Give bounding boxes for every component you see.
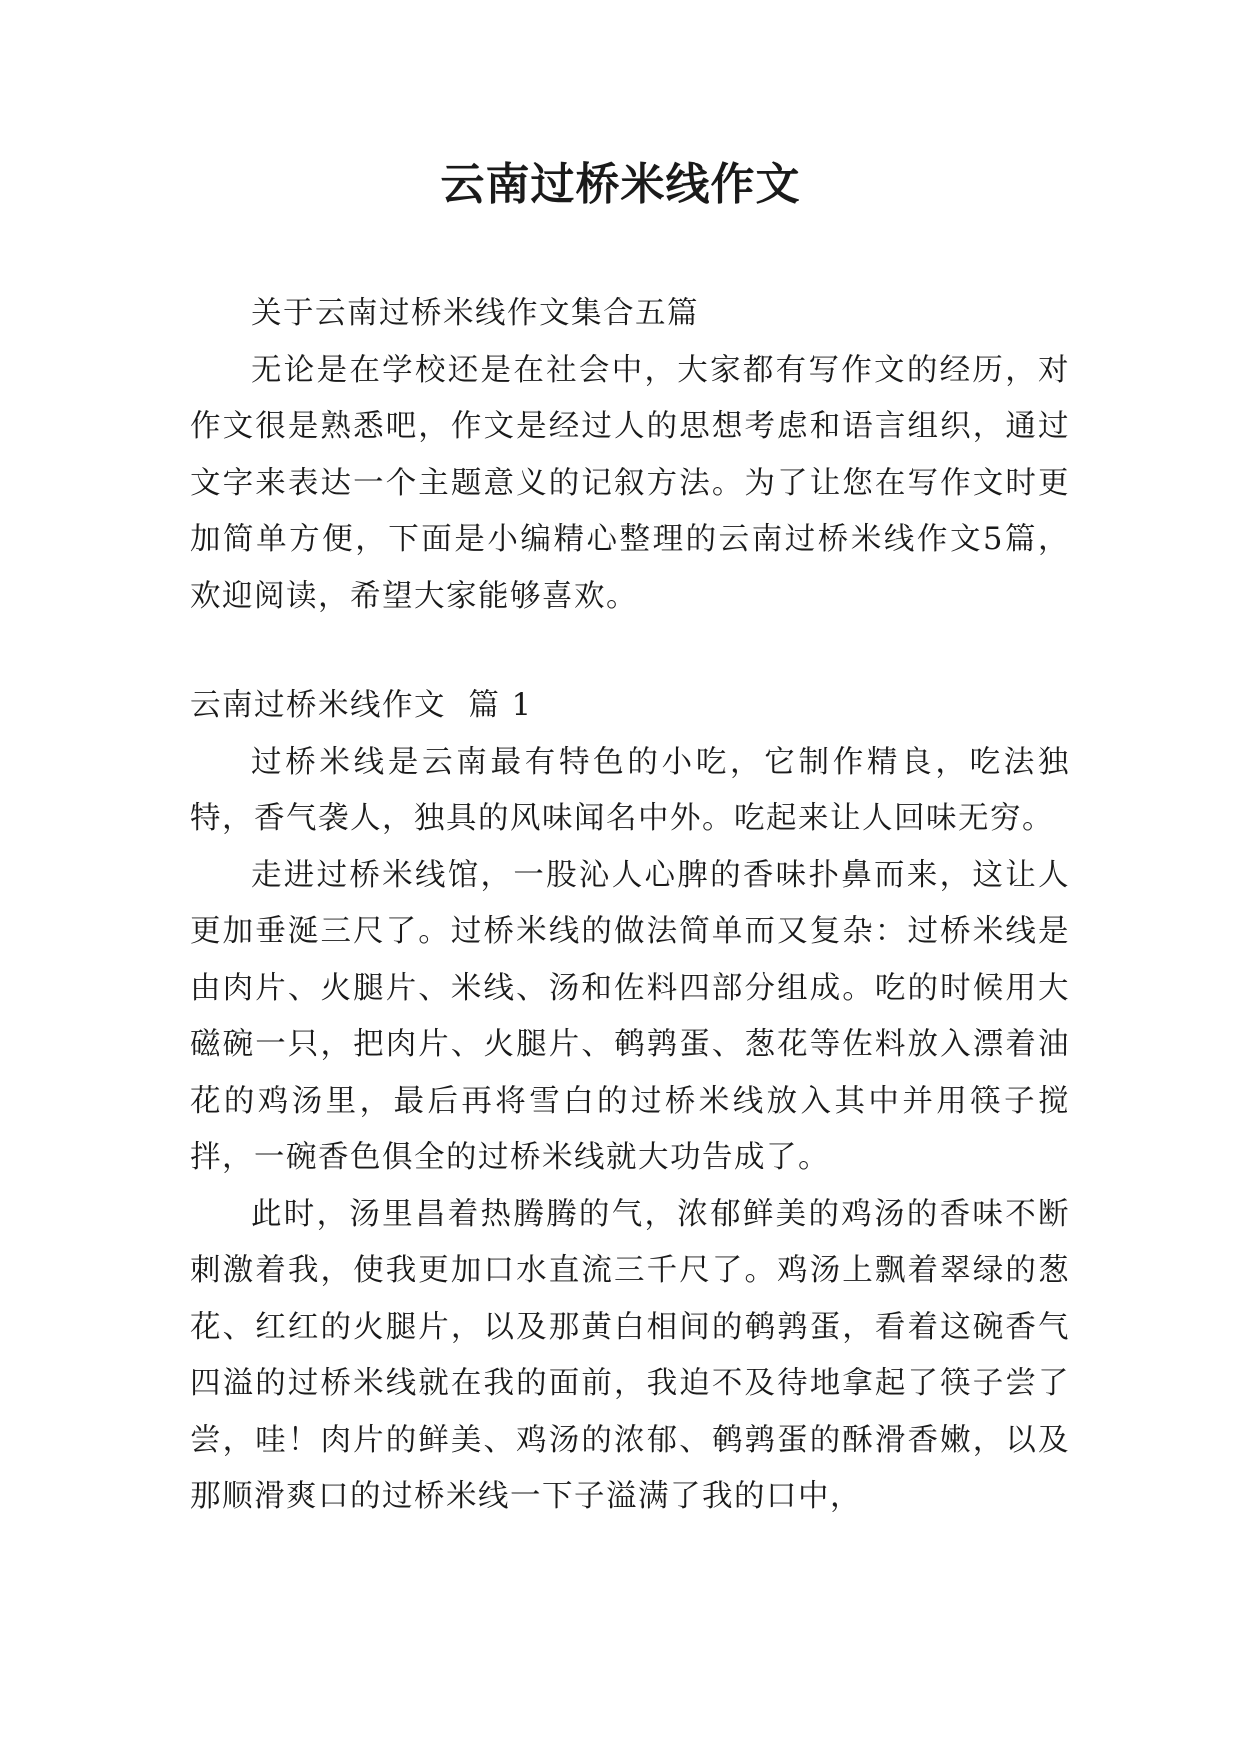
intro-paragraph: 无论是在学校还是在社会中，大家都有写作文的经历，对作文很是熟悉吧，作文是经过人的思想考虑和语言组织，通过文字来表达一个主题意义的记叙方法。为了让您在写作文时更加简单方便，下面是小编精心整理的云南过桥米线作文5篇，欢迎阅读，希望大家能够喜欢。 (190, 352, 1070, 614)
intro-heading: 关于云南过桥米线作文集合五篇 (251, 296, 699, 331)
section1-paragraph-2: 走进过桥米线馆，一股沁人心脾的香味扑鼻而来，这让人更加垂涎三尺了。过桥米线的做法简单而又复杂：过桥米线是由肉片、火腿片、米线、汤和佐料四部分组成。吃的时候用大磁碗一只，把肉片、火腿片、鹌鹑蛋、葱花等佐料放入漂着油花的鸡汤里，最后再将雪白的过桥米线放入其中并用筷子搅拌，一碗香色俱全的过桥米线就大功告成了。 (190, 857, 1070, 1175)
section-heading-1: 云南过桥米线作文 篇 1 (190, 688, 533, 723)
section1-paragraph-3: 此时，汤里昌着热腾腾的气，浓郁鲜美的鸡汤的香味不断刺激着我，使我更加口水直流三千尺了。鸡汤上飘着翠绿的葱花、红红的火腿片，以及那黄白相间的鹌鹑蛋，看着这碗香气四溢的过桥米线就在我的面前，我迫不及待地拿起了筷子尝了尝，哇！肉片的鲜美、鸡汤的浓郁、鹌鹑蛋的酥滑香嫩，以及那顺滑爽口的过桥米线一下子溢满了我的口中， (190, 1196, 1070, 1514)
section-spacer (190, 625, 1070, 678)
document-title: 云南过桥米线作文 (440, 159, 801, 210)
section1-paragraph-1: 过桥米线是云南最有特色的小吃，它制作精良，吃法独特，香气袭人，独具的风味闻名中外。吃起来让人回味无穷。 (190, 744, 1070, 836)
document-body (190, 286, 1070, 1526)
